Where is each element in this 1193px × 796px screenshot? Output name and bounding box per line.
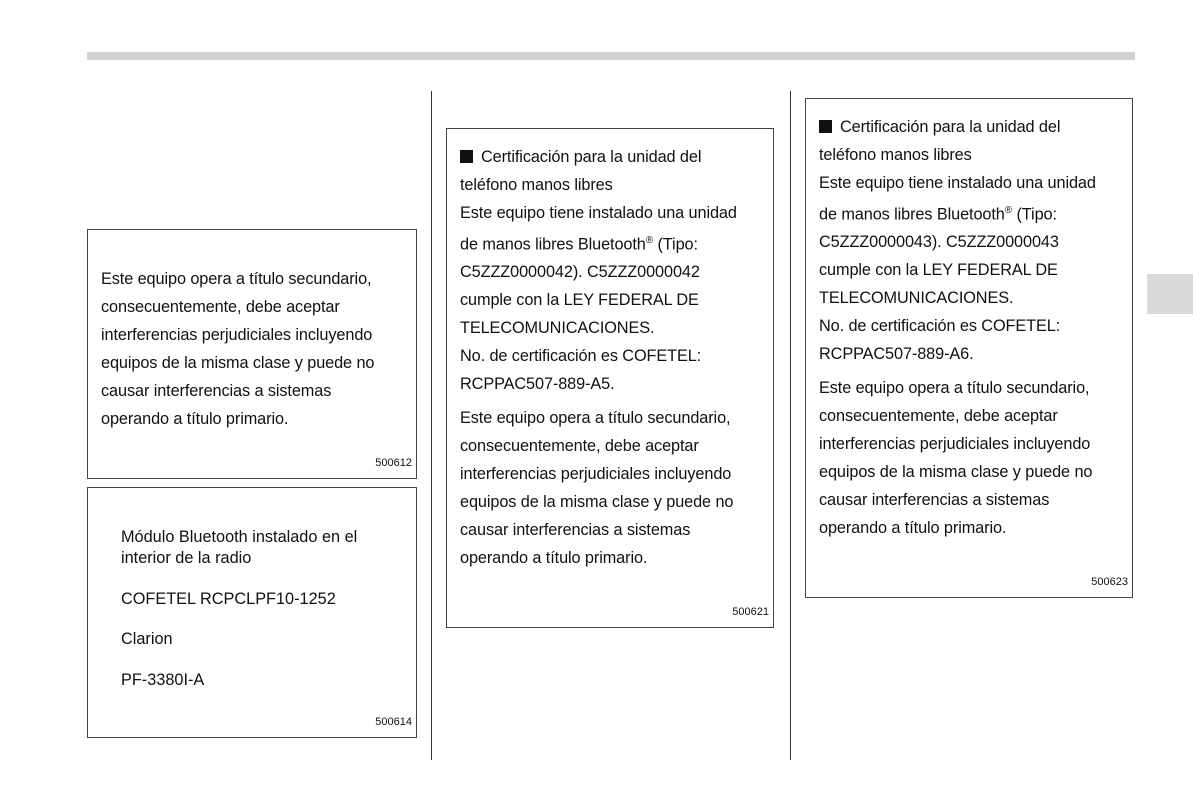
section-thumb-tab — [1147, 274, 1193, 314]
text-line: Este equipo opera a título secundario, — [460, 409, 731, 428]
label-code: 500612 — [375, 457, 412, 469]
text-line: operando a título primario. — [101, 410, 289, 428]
top-rule — [87, 52, 1135, 60]
section-heading: Certificación para la unidad del — [460, 143, 737, 171]
text-line: RCPPAC507-889-A6. — [819, 345, 974, 364]
section-heading-cont: teléfono manos libres — [819, 146, 972, 164]
text-line: cumple con la LEY FEDERAL DE — [460, 291, 699, 310]
text-line: operando a título primario. — [819, 519, 1007, 538]
text-line: C5ZZZ0000043). C5ZZZ0000043 — [819, 233, 1059, 252]
text-line: operando a título primario. — [460, 549, 648, 568]
text-line: interferencias perjudiciales incluyendo — [101, 326, 373, 344]
label-code: 500621 — [732, 606, 769, 618]
column-divider-left — [431, 91, 432, 760]
text-line: equipos de la misma clase y puede no — [460, 493, 734, 512]
text-line: Este equipo opera a título secundario, — [101, 270, 372, 288]
label-code: 500614 — [375, 716, 412, 728]
text-line: causar interferencias a sistemas — [101, 382, 332, 400]
text-line: equipos de la misma clase y puede no — [101, 354, 375, 372]
secondary-notice-text — [101, 265, 374, 433]
text-line: No. de certificación es COFETEL: — [819, 317, 1061, 336]
certification-text — [460, 143, 737, 572]
square-bullet-icon — [819, 120, 832, 133]
text-line: consecuentemente, debe aceptar — [460, 437, 699, 456]
text-line: causar interferencias a sistemas — [460, 521, 691, 540]
label-code: 500623 — [1091, 576, 1128, 588]
label-box-500621 — [446, 128, 774, 628]
text-line: No. de certificación es COFETEL: — [460, 347, 702, 366]
model-number: PF-3380I-A — [121, 671, 205, 689]
certification-text — [819, 113, 1096, 542]
label-box-500612 — [87, 229, 417, 479]
text-line: interferencias perjudiciales incluyendo — [819, 435, 1091, 454]
brand-name: Clarion — [121, 630, 173, 648]
text-line: C5ZZZ0000042). C5ZZZ0000042 — [460, 263, 700, 282]
text-line: de manos libres Bluetooth® (Tipo: — [460, 235, 698, 254]
text-line: interior de la radio — [121, 549, 252, 567]
text-line: consecuentemente, debe aceptar — [101, 298, 340, 316]
text-line: interferencias perjudiciales incluyendo — [460, 465, 732, 484]
square-bullet-icon — [460, 150, 473, 163]
text-line: RCPPAC507-889-A5. — [460, 375, 615, 394]
text-line: Este equipo tiene instalado una unidad — [460, 204, 737, 222]
module-description — [121, 527, 357, 569]
text-line: cumple con la LEY FEDERAL DE — [819, 261, 1058, 280]
registered-mark: ® — [645, 235, 654, 246]
text-line: Módulo Bluetooth instalado en el — [121, 528, 358, 546]
column-divider-right — [790, 91, 791, 760]
section-heading: Certificación para la unidad del — [819, 113, 1096, 141]
registered-mark: ® — [1004, 205, 1013, 216]
section-heading-cont: teléfono manos libres — [460, 176, 613, 194]
text-line: TELECOMUNICACIONES. — [460, 319, 655, 338]
label-box-500614 — [87, 487, 417, 738]
text-line: consecuentemente, debe aceptar — [819, 407, 1058, 426]
text-line: TELECOMUNICACIONES. — [819, 289, 1014, 308]
label-box-500623 — [805, 98, 1133, 598]
text-line: equipos de la misma clase y puede no — [819, 463, 1093, 482]
cofetel-code: COFETEL RCPCLPF10-1252 — [121, 590, 336, 608]
text-line: Este equipo opera a título secundario, — [819, 379, 1090, 398]
text-line: de manos libres Bluetooth® (Tipo: — [819, 205, 1057, 224]
text-line: Este equipo tiene instalado una unidad — [819, 174, 1096, 192]
text-line: causar interferencias a sistemas — [819, 491, 1050, 510]
